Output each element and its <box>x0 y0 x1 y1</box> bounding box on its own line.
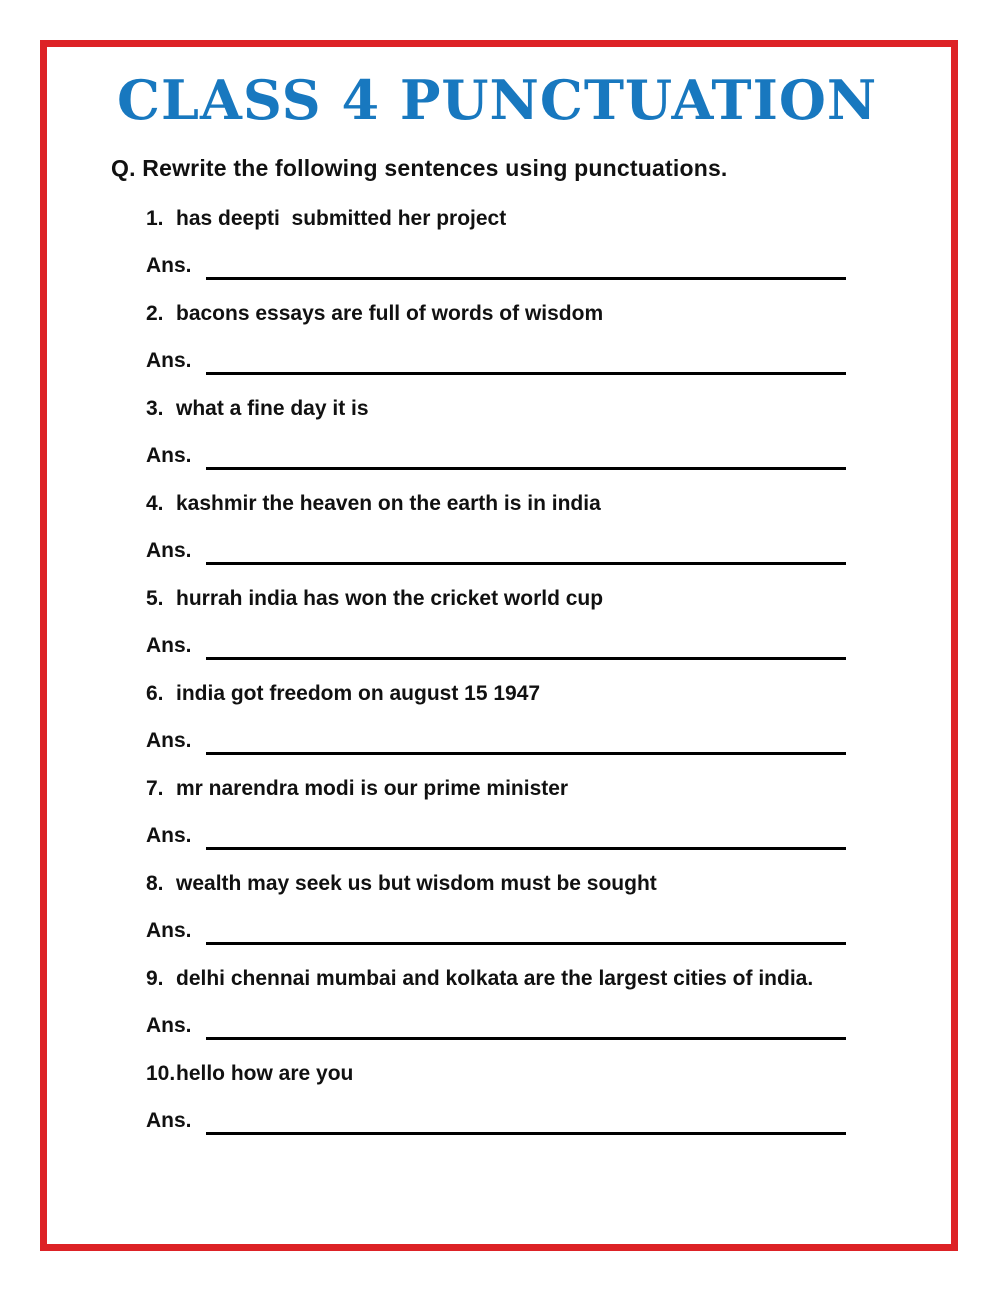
worksheet-item <box>146 870 876 945</box>
answer-label: Ans. <box>146 539 192 562</box>
answer-line[interactable] <box>206 539 846 565</box>
answer-label: Ans. <box>146 919 192 942</box>
sentence-text: india got freedom on august 15 1947 <box>176 682 541 705</box>
sentence-row <box>146 965 876 993</box>
answer-row <box>146 632 846 660</box>
sentence-row <box>146 490 876 518</box>
sentence-row <box>146 870 876 898</box>
sentence-text: wealth may seek us but wisdom must be sought <box>176 872 657 895</box>
worksheet-item <box>146 1060 876 1135</box>
sentence-text: hurrah india has won the cricket world cup <box>176 587 604 610</box>
answer-label: Ans. <box>146 1014 192 1037</box>
worksheet-item <box>146 775 876 850</box>
sentence-number: 10. <box>146 1062 176 1085</box>
sentence-row <box>146 680 876 708</box>
sentence-text: bacons essays are full of words of wisdom <box>176 302 604 325</box>
answer-row <box>146 442 846 470</box>
worksheet-item <box>146 585 876 660</box>
worksheet-frame <box>40 40 958 1251</box>
answer-line[interactable] <box>206 444 846 470</box>
sentence-text: what a fine day it is <box>176 397 369 420</box>
sentence-text: hello how are you <box>176 1062 354 1085</box>
sentence-text: mr narendra modi is our prime minister <box>176 777 569 800</box>
sentence-row <box>146 395 876 423</box>
sentence-number: 8. <box>146 872 164 895</box>
sentence-row <box>146 205 876 233</box>
answer-line[interactable] <box>206 919 846 945</box>
answer-line[interactable] <box>206 349 846 375</box>
worksheet-item <box>146 680 876 755</box>
sentence-text: delhi chennai mumbai and kolkata are the largest cities of india. <box>176 967 814 990</box>
answer-row <box>146 537 846 565</box>
answer-label: Ans. <box>146 444 192 467</box>
answer-row <box>146 917 846 945</box>
answer-label: Ans. <box>146 729 192 752</box>
sentence-number: 3. <box>146 397 164 420</box>
sentence-row <box>146 1060 876 1088</box>
sentence-number: 9. <box>146 967 164 990</box>
sentence-text: kashmir the heaven on the earth is in india <box>176 492 601 515</box>
sentence-row <box>146 775 876 803</box>
answer-label: Ans. <box>146 634 192 657</box>
worksheet-item <box>146 490 876 565</box>
answer-label: Ans. <box>146 349 192 372</box>
sentence-number: 1. <box>146 207 164 230</box>
sentence-number: 4. <box>146 492 164 515</box>
answer-line[interactable] <box>206 1014 846 1040</box>
answer-line[interactable] <box>206 729 846 755</box>
sentence-number: 2. <box>146 302 164 325</box>
worksheet-content <box>47 47 951 1135</box>
answer-line[interactable] <box>206 634 846 660</box>
items-list <box>146 205 876 1135</box>
worksheet-item <box>146 395 876 470</box>
question-heading: Q. Rewrite the following sentences using punctuations. <box>111 155 728 181</box>
sentence-row <box>146 585 876 613</box>
sentence-number: 6. <box>146 682 164 705</box>
worksheet-item <box>146 965 876 1040</box>
worksheet-item <box>146 300 876 375</box>
answer-row <box>146 822 846 850</box>
answer-row <box>146 252 846 280</box>
answer-label: Ans. <box>146 254 192 277</box>
answer-line[interactable] <box>206 254 846 280</box>
sentence-number: 7. <box>146 777 164 800</box>
answer-line[interactable] <box>206 1109 846 1135</box>
answer-row <box>146 347 846 375</box>
answer-line[interactable] <box>206 824 846 850</box>
sentence-number: 5. <box>146 587 164 610</box>
answer-label: Ans. <box>146 824 192 847</box>
sentence-row <box>146 300 876 328</box>
worksheet-item <box>146 205 876 280</box>
sentence-text: has deepti submitted her project <box>176 207 507 230</box>
answer-row <box>146 727 846 755</box>
answer-row <box>146 1107 846 1135</box>
page-title: CLASS 4 PUNCTUATION <box>117 68 878 132</box>
answer-row <box>146 1012 846 1040</box>
answer-label: Ans. <box>146 1109 192 1132</box>
